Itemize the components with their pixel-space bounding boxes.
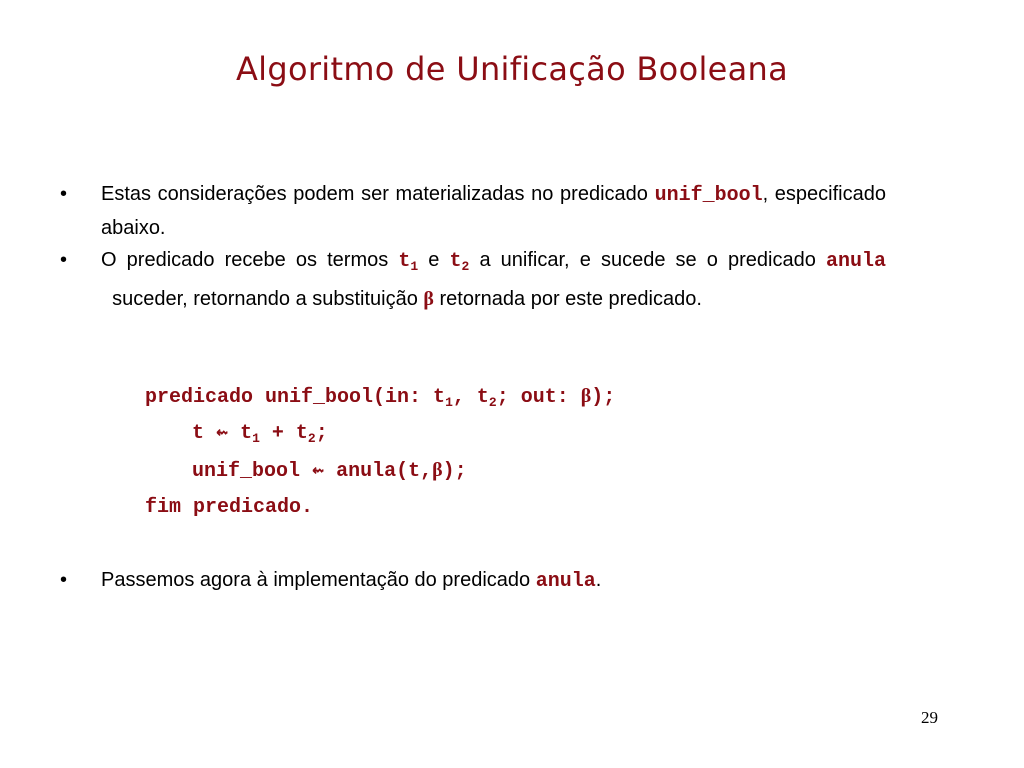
page-number: 29: [921, 708, 938, 727]
subscript: 2: [488, 395, 497, 410]
code-term-unif-bool: unif_bool: [654, 184, 763, 207]
bullet-symbol: •: [60, 569, 68, 591]
code-block: [145, 378, 615, 526]
bullet-symbol: •: [60, 183, 68, 205]
text-segment: Passemos agora à implementação do predicado: [101, 569, 536, 591]
subscript: 1: [410, 259, 419, 274]
code-segment: predicado unif_bool(in: t: [145, 386, 446, 409]
code-segment: t: [228, 422, 253, 445]
text-segment: O predicado recebe os termos: [101, 249, 399, 271]
bullet-item: [60, 564, 886, 598]
text-segment: , especificado abaixo.: [101, 183, 886, 239]
bullet-item: [60, 244, 886, 315]
text-segment: suceder, retornando a substituição: [101, 288, 424, 310]
code-segment: + t: [259, 422, 308, 445]
subscript: 1: [445, 395, 453, 410]
code-line: [145, 415, 615, 452]
code-segment: , t: [452, 386, 489, 409]
left-arrow-icon: ⇜: [312, 460, 325, 483]
code-line: [145, 378, 615, 415]
code-line: [145, 489, 615, 526]
code-line: [145, 452, 615, 489]
beta-symbol: β: [423, 288, 434, 310]
code-term-anula: anula: [535, 570, 596, 593]
text-segment: e: [418, 249, 450, 271]
term-letter: t: [449, 250, 462, 273]
text-segment: retornada por este predicado.: [433, 288, 702, 310]
beta-symbol: β: [580, 385, 592, 407]
bullet-item: [60, 178, 886, 244]
code-segment: ; out:: [496, 386, 581, 409]
subscript: 2: [307, 431, 316, 446]
bullet-symbol: •: [60, 249, 68, 271]
term-letter: t: [398, 250, 411, 273]
bullet-text: [101, 178, 886, 244]
text-segment: Estas considerações podem ser materializadas no predicado: [101, 183, 655, 205]
subscript: 1: [252, 431, 260, 446]
left-arrow-icon: ⇜: [216, 422, 229, 445]
beta-symbol: β: [432, 459, 443, 481]
code-term-t2: [450, 250, 470, 273]
bullet-text: [101, 244, 886, 315]
code-term-t1: [398, 250, 418, 273]
subscript: 2: [461, 259, 470, 274]
text-segment: a unificar, e sucede se o predicado: [469, 249, 826, 271]
code-segment: t: [192, 422, 217, 445]
code-term-anula: anula: [825, 250, 886, 273]
code-segment: ;: [315, 422, 328, 445]
code-segment: );: [442, 460, 467, 483]
code-segment: );: [591, 386, 616, 409]
code-segment: fim predicado.: [145, 496, 314, 519]
code-segment: unif_bool: [192, 460, 313, 483]
bullet-text: [101, 564, 886, 598]
slide-title: Algoritmo de Unificação Booleana: [235, 50, 789, 88]
text-segment: .: [595, 569, 602, 591]
code-segment: anula(t,: [324, 460, 433, 483]
